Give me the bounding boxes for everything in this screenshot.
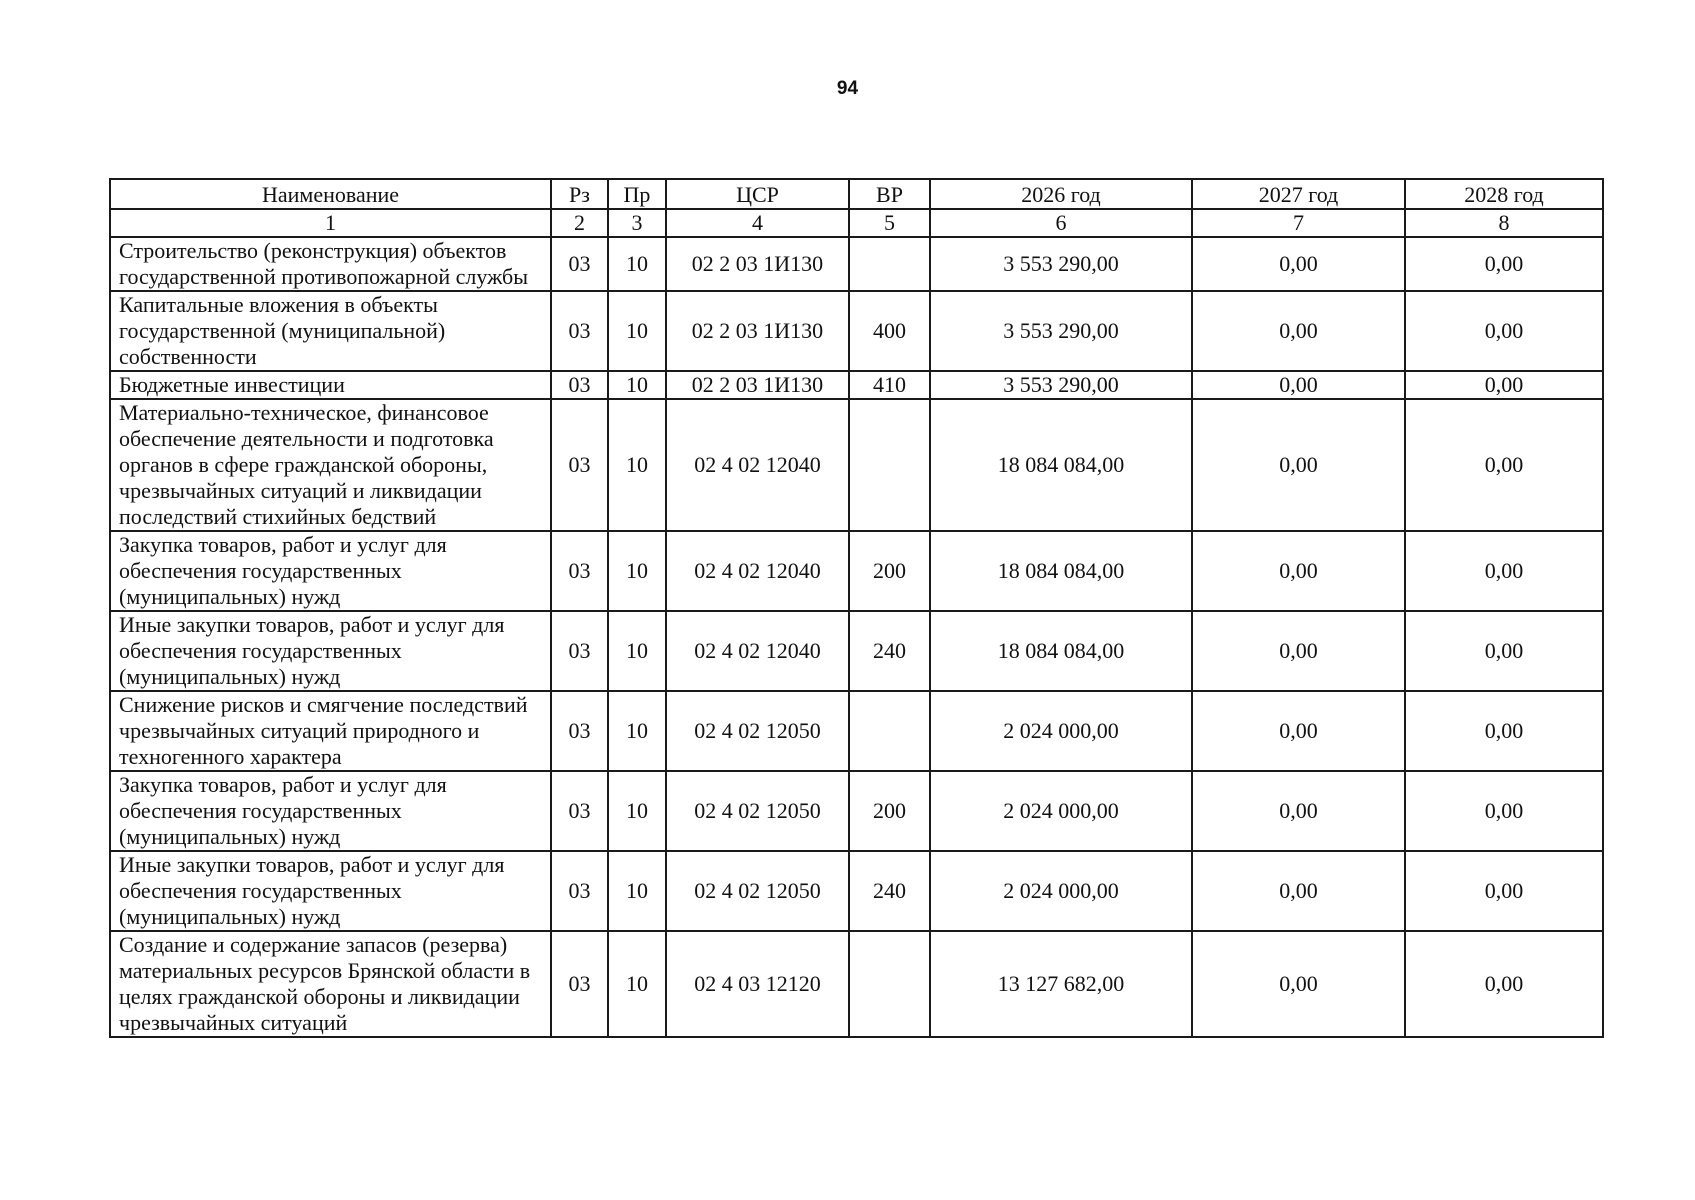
table-row [110, 291, 1603, 371]
cell-pr: 10 [608, 851, 666, 931]
cell-rz: 03 [551, 237, 608, 291]
cell-rz: 03 [551, 691, 608, 771]
column-number: 8 [1405, 209, 1603, 237]
cell-rz: 03 [551, 399, 608, 531]
cell-2026: 3 553 290,00 [930, 237, 1192, 291]
cell-vr: 240 [849, 611, 930, 691]
table-row [110, 611, 1603, 691]
cell-2027: 0,00 [1192, 237, 1405, 291]
cell-2027: 0,00 [1192, 531, 1405, 611]
cell-rz: 03 [551, 371, 608, 399]
table-body [110, 237, 1603, 1037]
cell-vr [849, 399, 930, 531]
cell-csr: 02 2 03 1И130 [666, 371, 849, 399]
cell-vr: 410 [849, 371, 930, 399]
cell-rz: 03 [551, 931, 608, 1037]
cell-2028: 0,00 [1405, 371, 1603, 399]
cell-csr: 02 2 03 1И130 [666, 291, 849, 371]
table-row [110, 371, 1603, 399]
table-row [110, 531, 1603, 611]
cell-2028: 0,00 [1405, 691, 1603, 771]
cell-pr: 10 [608, 771, 666, 851]
cell-name: Материально-техническое, финансовое обеспечение деятельности и подготовка органов в сфере гражданской обороны, чрезвычайных ситуаций и ликвидации последствий стихийных бедствий [110, 399, 551, 531]
cell-2026: 2 024 000,00 [930, 771, 1192, 851]
cell-2028: 0,00 [1405, 291, 1603, 371]
cell-name: Иные закупки товаров, работ и услуг для обеспечения государственных (муниципальных) нужд [110, 611, 551, 691]
cell-2027: 0,00 [1192, 771, 1405, 851]
cell-csr: 02 4 02 12040 [666, 399, 849, 531]
cell-csr: 02 4 02 12040 [666, 531, 849, 611]
table-row [110, 931, 1603, 1037]
cell-2028: 0,00 [1405, 531, 1603, 611]
table-row [110, 237, 1603, 291]
table-row [110, 691, 1603, 771]
cell-csr: 02 4 02 12050 [666, 691, 849, 771]
cell-2027: 0,00 [1192, 931, 1405, 1037]
page-number: 94 [836, 78, 859, 99]
header-rz: Рз [551, 179, 608, 209]
cell-pr: 10 [608, 371, 666, 399]
cell-2026: 2 024 000,00 [930, 851, 1192, 931]
cell-name: Иные закупки товаров, работ и услуг для обеспечения государственных (муниципальных) нужд [110, 851, 551, 931]
column-number: 3 [608, 209, 666, 237]
cell-2028: 0,00 [1405, 399, 1603, 531]
cell-2026: 3 553 290,00 [930, 291, 1192, 371]
header-2028: 2028 год [1405, 179, 1603, 209]
cell-2026: 18 084 084,00 [930, 399, 1192, 531]
cell-pr: 10 [608, 399, 666, 531]
header-csr: ЦСР [666, 179, 849, 209]
cell-pr: 10 [608, 611, 666, 691]
cell-pr: 10 [608, 691, 666, 771]
cell-name: Снижение рисков и смягчение последствий чрезвычайных ситуаций природного и техногенного характера [110, 691, 551, 771]
column-number: 1 [110, 209, 551, 237]
table-header [110, 179, 1603, 237]
cell-2027: 0,00 [1192, 611, 1405, 691]
table-row [110, 851, 1603, 931]
cell-name: Закупка товаров, работ и услуг для обеспечения государственных (муниципальных) нужд [110, 531, 551, 611]
column-number-row [110, 209, 1603, 237]
header-pr: Пр [608, 179, 666, 209]
cell-pr: 10 [608, 931, 666, 1037]
column-number: 7 [1192, 209, 1405, 237]
cell-name: Бюджетные инвестиции [110, 371, 551, 399]
table-row [110, 399, 1603, 531]
cell-2027: 0,00 [1192, 291, 1405, 371]
column-number: 4 [666, 209, 849, 237]
cell-rz: 03 [551, 531, 608, 611]
column-number: 2 [551, 209, 608, 237]
cell-pr: 10 [608, 531, 666, 611]
cell-pr: 10 [608, 291, 666, 371]
budget-table [109, 178, 1604, 1038]
cell-2027: 0,00 [1192, 371, 1405, 399]
cell-vr: 200 [849, 771, 930, 851]
cell-2026: 18 084 084,00 [930, 531, 1192, 611]
cell-name: Создание и содержание запасов (резерва) материальных ресурсов Брянской области в целях гражданской обороны и ликвидации чрезвычайных ситуаций [110, 931, 551, 1037]
cell-rz: 03 [551, 291, 608, 371]
cell-vr [849, 931, 930, 1037]
cell-rz: 03 [551, 611, 608, 691]
cell-2026: 3 553 290,00 [930, 371, 1192, 399]
cell-csr: 02 4 02 12050 [666, 851, 849, 931]
cell-name: Капитальные вложения в объекты государственной (муниципальной) собственности [110, 291, 551, 371]
cell-name: Закупка товаров, работ и услуг для обеспечения государственных (муниципальных) нужд [110, 771, 551, 851]
cell-2026: 13 127 682,00 [930, 931, 1192, 1037]
cell-2028: 0,00 [1405, 611, 1603, 691]
column-number: 5 [849, 209, 930, 237]
header-row [110, 179, 1603, 209]
cell-2028: 0,00 [1405, 931, 1603, 1037]
cell-2027: 0,00 [1192, 399, 1405, 531]
cell-vr: 400 [849, 291, 930, 371]
cell-csr: 02 4 02 12040 [666, 611, 849, 691]
cell-vr: 240 [849, 851, 930, 931]
cell-csr: 02 4 02 12050 [666, 771, 849, 851]
cell-pr: 10 [608, 237, 666, 291]
cell-vr: 200 [849, 531, 930, 611]
cell-csr: 02 4 03 12120 [666, 931, 849, 1037]
table-row [110, 771, 1603, 851]
cell-2028: 0,00 [1405, 851, 1603, 931]
cell-rz: 03 [551, 851, 608, 931]
header-vr: ВР [849, 179, 930, 209]
cell-vr [849, 691, 930, 771]
column-number: 6 [930, 209, 1192, 237]
header-name: Наименование [110, 179, 551, 209]
cell-name: Строительство (реконструкция) объектов государственной противопожарной службы [110, 237, 551, 291]
cell-2026: 2 024 000,00 [930, 691, 1192, 771]
cell-rz: 03 [551, 771, 608, 851]
cell-2026: 18 084 084,00 [930, 611, 1192, 691]
cell-2027: 0,00 [1192, 851, 1405, 931]
cell-2028: 0,00 [1405, 237, 1603, 291]
header-2027: 2027 год [1192, 179, 1405, 209]
cell-2027: 0,00 [1192, 691, 1405, 771]
cell-vr [849, 237, 930, 291]
header-2026: 2026 год [930, 179, 1192, 209]
cell-csr: 02 2 03 1И130 [666, 237, 849, 291]
cell-2028: 0,00 [1405, 771, 1603, 851]
